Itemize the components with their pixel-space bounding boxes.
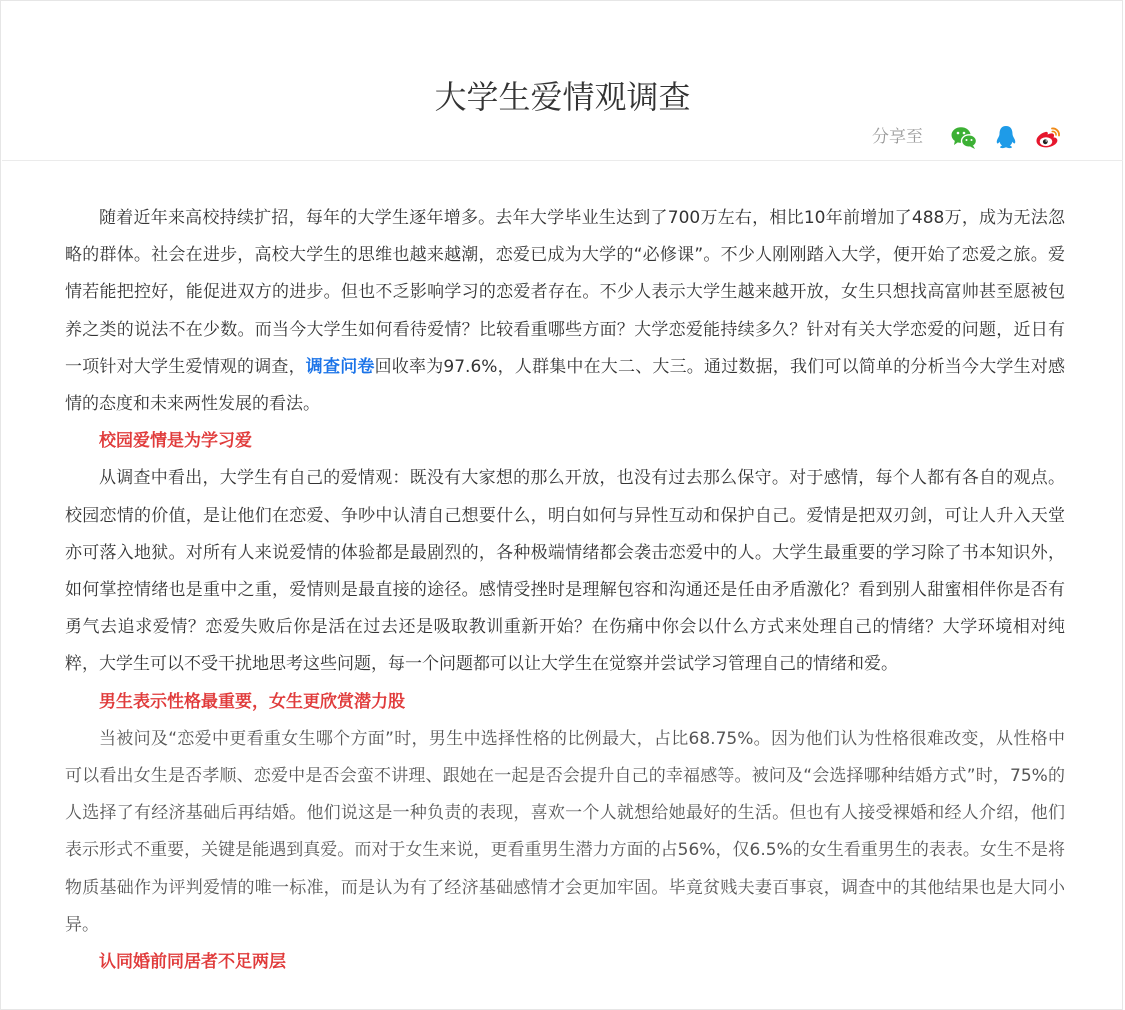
weibo-icon[interactable] xyxy=(1033,122,1063,152)
section-heading-1: 校园爱情是为学习爱 xyxy=(99,431,252,452)
share-label: 分享至 xyxy=(872,127,923,147)
page-title: 大学生爱情观调查 xyxy=(434,78,691,117)
qq-icon[interactable] xyxy=(991,122,1021,152)
intro-paragraph xyxy=(65,200,1065,423)
section-paragraph-1: 从调查中看出，大学生有自己的爱情观：既没有大家想的那么开放，也没有过去那么保守。对于感情，每个人都有各自的观点。校园恋情的价值，是让他们在恋爱、争吵中认清自己想要什么，明白如何与异性互动和保护自己。爱情是把双刃剑，可让人升入天堂亦可落入地狱。对所有人来说爱情的体验都是最剧烈的，各种极端情绪都会袭击恋爱中的人。大学生最重要的学习除了书本知识外，如何掌控情绪也是重中之重，爱情则是最直接的途径。感情受挫时是理解包容和沟通还是任由矛盾激化？看到别人甜蜜相伴你是否有勇气去追求爱情？恋爱失败后你是活在过去还是吸取教训重新开始？在伤痛中你会以什么方式来处理自己的情绪？大学环境相对纯粹，大学生可以不受干扰地思考这些问题，每一个问题都可以让大学生在觉察并尝试学习管理自己的情绪和爱。 xyxy=(65,468,1065,675)
section-heading-2: 男生表示性格最重要，女生更欣赏潜力股 xyxy=(99,691,405,712)
article-body xyxy=(65,200,1065,981)
wechat-icon[interactable] xyxy=(949,122,979,152)
section-paragraph-2: 当被问及“恋爱中更看重女生哪个方面”时，男生中选择性格的比例最大，占比68.75%。因为他们认为性格很难改变，从性格中可以看出女生是否孝顺、恋爱中是否会蛮不讲理、跟她在一起是否会提升自己的幸福感等。被问及“会选择哪种结婚方式”时，75%的人选择了有经济基础后再结婚。他们说这是一种负责的表现，喜欢一个人就想给她最好的生活。但也有人接受裸婚和经人介绍，他们表示形式不重要，关键是能遇到真爱。而对于女生来说，更看重男生潜力方面的占56%，仅6.5%的女生看重男生的表表。女生不是将物质基础作为评判爱情的唯一标准，而是认为有了经济基础感情才会更加牢固。毕竟贫贱夫妻百事哀，调查中的其他结果也是大同小异。 xyxy=(65,728,1065,935)
survey-link[interactable]: 调查问卷 xyxy=(305,356,375,377)
section-heading-3: 认同婚前同居者不足两层 xyxy=(99,952,286,973)
intro-text-before-link: 随着近年来高校持续扩招，每年的大学生逐年增多。去年大学毕业生达到了700万左右，相比10年前增加了488万，成为无法忽略的群体。社会在进步，高校大学生的思维也越来越潮，恋爱已成为大学的“必修课”。不少人刚刚踏入大学，便开始了恋爱之旅。爱情若能把控好，能促进双方的进步。但也不乏影响学习的恋爱者存在。不少人表示大学生越来越开放，女生只想找高富帅甚至愿被包养之类的说法不在少数。而当今大学生如何看待爱情？比较看重哪些方面？大学恋爱能持续多久？针对有关大学恋爱的问题，近日有一项针对大学生爱情观的调查， xyxy=(65,208,1065,377)
intro-text-after-link: 回收率为97.6%，人群集中在大二、大三。通过数据，我们可以简单的分析当今大学生对感情的态度和未来两性发展的看法。 xyxy=(65,356,1066,415)
article-header xyxy=(2,2,1123,161)
share-bar xyxy=(872,120,1063,154)
